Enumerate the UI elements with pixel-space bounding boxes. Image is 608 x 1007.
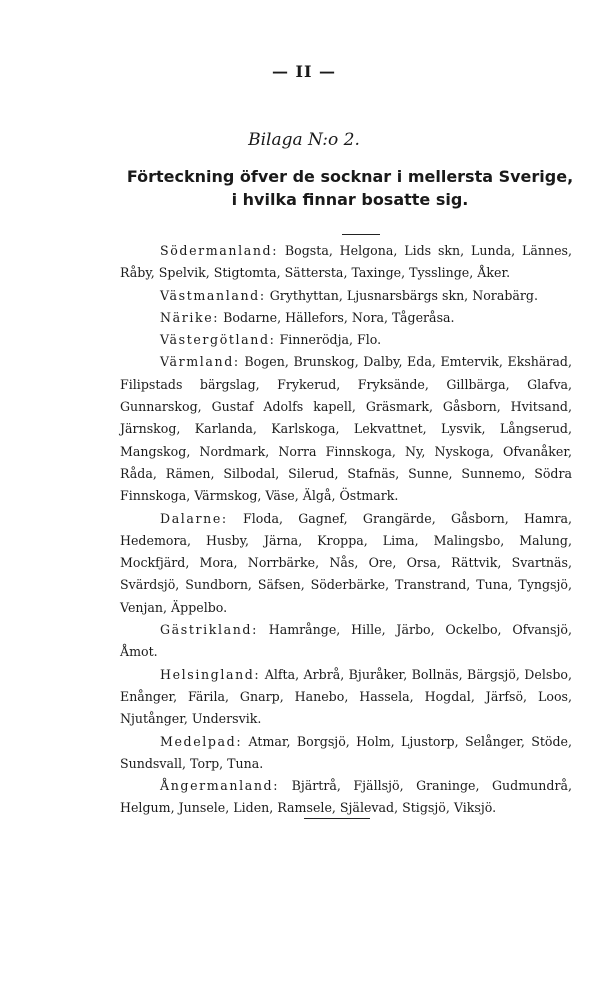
list-item (120, 351, 572, 507)
title-line-1: Förteckning öfver de socknar i mellersta Sverige, (126, 167, 574, 186)
list-item (120, 285, 572, 307)
parish-names: Bogen, Brunskog, Dalby, Eda, Emtervik, Ekshärad, Filipstads bärgslag, Frykerud, Fryksände, Gillbärga, Glafva, Gunnarskog, Gustaf Adolfs kapell, Gräsmark, Gåsborn, Hvitsand, Järnskog, Karlanda, Karlskoga, Lekvattnet, Lysvik, Långserud, Mangskog, Nordmark, Norra Finnskoga, Ny, Nyskoga, Ofvanåker, Råda, Rämen, Silbodal, Silerud, Stafnäs, Sunne, Sunnemo, Södra Finnskoga, Värmskog, Väse, Älgå, Östmark. (120, 354, 572, 504)
parish-names: Floda, Gagnef, Grangärde, Gåsborn, Hamra, Hedemora, Husby, Järna, Kroppa, Lima, Malingsbo, Malung, Mockfjärd, Mora, Norrbärke, Nås, Ore, Orsa, Rättvik, Svartnäs, Svärdsjö, Sundborn, Säfsen, Söderbärke, Transtrand, Tuna, Tyngsjö, Venjan, Äppelbo. (120, 510, 572, 615)
list-item (120, 508, 572, 619)
province-name: Västmanland: (160, 287, 266, 303)
province-name: Dalarne: (160, 510, 228, 526)
province-name: Värmland: (160, 354, 240, 370)
list-item (120, 307, 572, 329)
parish-names: Alfta, Arbrå, Bjuråker, Bollnäs, Bärgsjö, Delsbo, Enånger, Färila, Gnarp, Hanebo, Hassela, Hogdal, Järfsö, Loos, Njutånger, Undersvik. (120, 666, 572, 727)
list-item (120, 619, 572, 664)
province-name: Gästrikland: (160, 622, 258, 638)
province-name: Västergötland: (160, 332, 276, 348)
title-line-2: i hvilka finnar bosatte sig. (231, 190, 469, 209)
parish-list (120, 240, 572, 820)
title-divider (342, 234, 380, 235)
province-name: Södermanland: (160, 243, 279, 258)
parish-names: Atmar, Borgsjö, Holm, Ljustorp, Selånger, Stöde, Sundsvall, Torp, Tuna. (120, 733, 572, 771)
list-item (120, 240, 572, 285)
province-name: Helsingland: (160, 666, 261, 682)
province-name: Medelpad: (160, 733, 243, 749)
page-number: — II — (271, 62, 337, 81)
list-item (120, 664, 572, 731)
parish-names: Finnerödja, Flo. (275, 332, 382, 348)
page-title (110, 165, 590, 211)
parish-names: Bodarne, Hällefors, Nora, Tågeråsa. (219, 309, 455, 325)
parish-names: Bjärtrå, Fjällsjö, Graninge, Gudmundrå, Helgum, Junsele, Liden, Ramsele, Själevad, Stigsjö, Viksjö. (120, 778, 572, 816)
closing-divider (304, 818, 370, 819)
parish-names: Bogsta, Helgona, Lids skn, Lunda, Lännes, Råby, Spelvik, Stigtomta, Sättersta, Taxinge, Tysslinge, Åker. (120, 243, 572, 281)
list-item (120, 329, 572, 351)
list-item (120, 775, 572, 820)
parish-names: Grythyttan, Ljusnarsbärgs skn, Norabärg. (265, 287, 538, 303)
province-name: Närike: (160, 309, 220, 325)
list-item (120, 731, 572, 776)
appendix-label: Bilaga N:o 2. (248, 130, 360, 150)
province-name: Ångermanland: (160, 778, 280, 794)
parish-names: Hamrånge, Hille, Järbo, Ockelbo, Ofvansjö, Åmot. (120, 622, 572, 660)
